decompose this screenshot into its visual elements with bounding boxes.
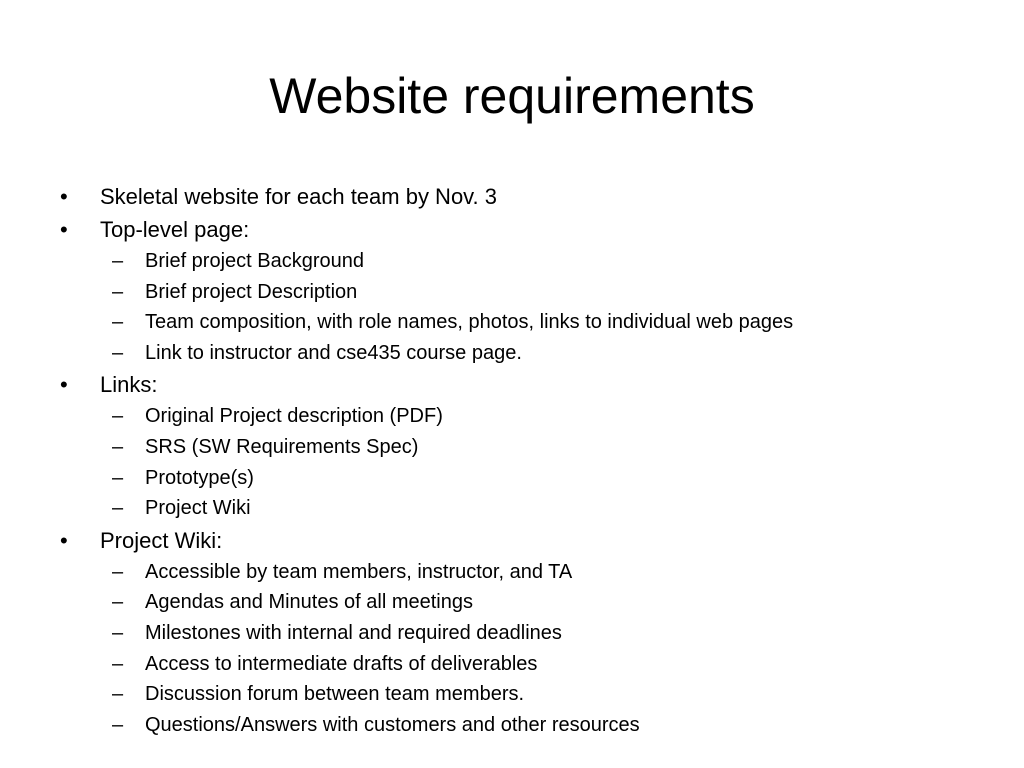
bullet-item xyxy=(0,524,1024,557)
sub-bullet-item xyxy=(0,710,1024,741)
bullet-item xyxy=(0,213,1024,246)
sub-bullet-item xyxy=(0,401,1024,432)
dash-marker: – xyxy=(112,621,124,644)
sub-bullet-text: Access to intermediate drafts of deliverables xyxy=(145,652,538,675)
sub-bullet-item xyxy=(0,493,1024,524)
sub-bullet-text: Original Project description (PDF) xyxy=(145,405,443,428)
dash-marker: – xyxy=(112,713,124,736)
sub-bullet-text: Prototype(s) xyxy=(145,466,254,489)
sub-bullet-item xyxy=(0,463,1024,494)
bullet-marker: • xyxy=(60,217,68,242)
bullet-item xyxy=(0,368,1024,401)
dash-marker: – xyxy=(112,250,124,272)
bullet-text: Top-level page: xyxy=(100,217,250,242)
bullet-item xyxy=(0,180,1024,213)
dash-marker: – xyxy=(112,341,124,364)
dash-marker: – xyxy=(112,560,124,583)
sub-bullet-text: Brief project Background xyxy=(145,250,365,272)
sub-bullet-item xyxy=(0,679,1024,710)
bullet-text: Project Wiki: xyxy=(100,527,223,553)
sub-bullet-text: Team composition, with role names, photos, links to individual web pages xyxy=(145,311,794,334)
sub-bullet-text: Project Wiki xyxy=(145,497,251,520)
bullet-text: Links: xyxy=(100,372,158,398)
dash-marker: – xyxy=(112,435,124,458)
dash-marker: – xyxy=(112,280,124,303)
sub-bullet-item xyxy=(0,618,1024,649)
dash-marker: – xyxy=(112,591,124,614)
dash-marker: – xyxy=(112,683,124,706)
sub-bullet-item xyxy=(0,307,1024,338)
sub-bullet-item xyxy=(0,338,1024,369)
sub-bullet-text: Link to instructor and cse435 course page. xyxy=(145,341,522,364)
dash-marker: – xyxy=(112,405,124,428)
sub-bullet-item xyxy=(0,587,1024,618)
sub-bullet-item xyxy=(0,432,1024,463)
sub-bullet-item xyxy=(0,246,1024,277)
bullet-list xyxy=(0,180,1024,740)
sub-bullet-text: Brief project Description xyxy=(145,280,358,303)
dash-marker: – xyxy=(112,311,124,334)
bullet-marker: • xyxy=(60,372,68,398)
sub-bullet-text: Questions/Answers with customers and other resources xyxy=(145,713,640,736)
sub-bullet-item xyxy=(0,277,1024,308)
sub-bullet-text: Agendas and Minutes of all meetings xyxy=(145,591,473,614)
sub-bullet-text: Milestones with internal and required deadlines xyxy=(145,621,562,644)
bullet-marker: • xyxy=(60,184,68,209)
sub-bullet-item xyxy=(0,557,1024,588)
dash-marker: – xyxy=(112,497,124,520)
slide-title: Website requirements xyxy=(269,68,755,124)
bullet-text: Skeletal website for each team by Nov. 3 xyxy=(100,184,498,209)
sub-bullet-item xyxy=(0,649,1024,680)
bullet-marker: • xyxy=(60,527,68,553)
dash-marker: – xyxy=(112,652,124,675)
sub-bullet-text: Accessible by team members, instructor, and TA xyxy=(145,560,573,583)
sub-bullet-text: SRS (SW Requirements Spec) xyxy=(145,435,419,458)
sub-bullet-text: Discussion forum between team members. xyxy=(145,683,525,706)
dash-marker: – xyxy=(112,466,124,489)
